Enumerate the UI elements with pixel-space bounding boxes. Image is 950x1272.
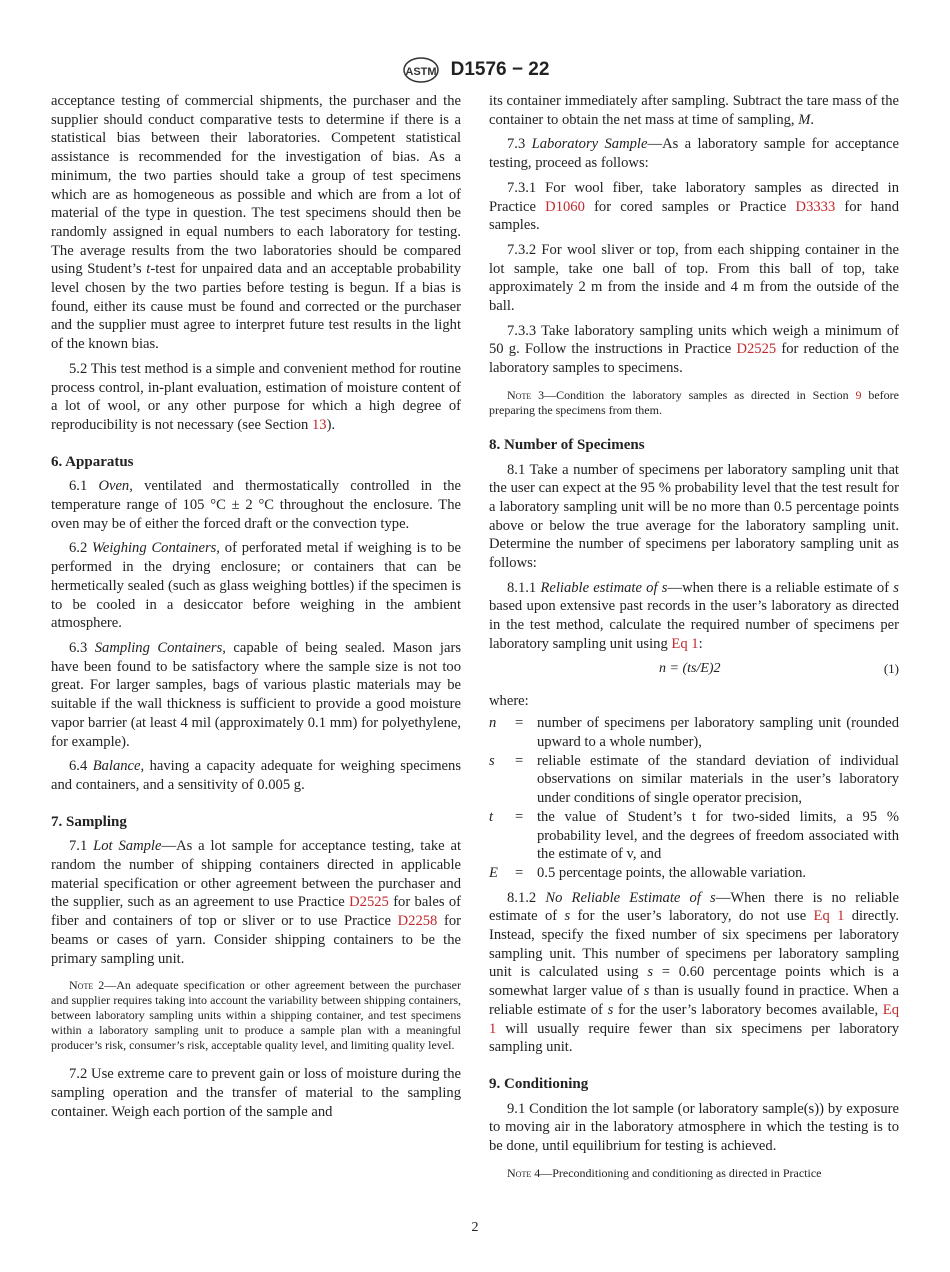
cross-reference-link[interactable]: Eq 1 <box>489 1001 899 1037</box>
left-column <box>51 92 461 1127</box>
equation-number: (1) <box>883 660 899 676</box>
paragraph <box>51 757 461 794</box>
text-run: for cored samples or Practice <box>584 198 796 215</box>
variable-definitions <box>489 714 899 882</box>
italic-text: Oven, <box>98 478 133 495</box>
text-run: 2—An adequate specification or other agreement between the purchaser and supplier requires taking into account the variability between shipping containers, between laboratory sampling units within a shipping container, and test specimens within a laboratory sampling unit to produce a sample plan with a meaningful producer’s risk, consumer’s risk, acceptable quality level, and limiting quality level. <box>51 978 461 1053</box>
text-run: ). <box>326 416 336 433</box>
text-run: capable of being sealed. Mason jars have been found to be satisfactory where the sample size is not too great. For larger samples, bags of various plastic materials may be suitable if the wall thickness is sufficient to provide a good moisture vapor barrier (at least 4 mil (approximately 0.1 mm) for polyethylene, for example). <box>51 639 461 750</box>
paragraph <box>51 639 461 751</box>
equation-formula: n = (ts/E)2 <box>659 660 721 676</box>
section-heading: 8. Number of Specimens <box>489 436 645 453</box>
paragraph <box>489 461 899 573</box>
note <box>51 978 461 1053</box>
paragraph <box>489 135 899 172</box>
text-run: . <box>810 111 815 128</box>
paragraph <box>489 322 899 378</box>
text-run: 9.1 Condition the lot sample (or laboratory sample(s)) by exposure to moving air in the laboratory atmosphere in which the testing is to be done, until equilibrium for testing is achieved. <box>489 1100 899 1155</box>
paragraph <box>489 179 899 235</box>
equals-sign: = <box>515 715 524 732</box>
note <box>489 388 899 418</box>
paragraph <box>489 1100 899 1156</box>
text-run: 4—Preconditioning and conditioning as directed in Practice <box>531 1165 822 1180</box>
text-run: for reduction of the laboratory samples to specimens. <box>489 341 899 377</box>
definition-row <box>489 808 899 864</box>
cross-reference-link[interactable]: 9 <box>855 387 862 402</box>
text-run: 7.3.1 For wool fiber, take laboratory samples as directed in Practice <box>489 179 899 215</box>
cross-reference-link[interactable]: D1060 <box>545 198 585 215</box>
cross-reference-link[interactable]: D2525 <box>736 341 777 358</box>
definition-row <box>489 752 899 808</box>
note-label: Note <box>69 978 94 993</box>
text-run: for hand samples. <box>489 198 899 234</box>
italic-text: s <box>893 579 899 596</box>
paragraph <box>51 360 461 435</box>
text-run: before preparing the specimens from them. <box>489 387 899 417</box>
cross-reference-link[interactable]: D2525 <box>349 894 389 911</box>
paragraph <box>51 1065 461 1121</box>
text-run: -test for unpaired data and an acceptable probability level chosen by the two parties before testing is begun. If a bias is found, either its cause must be found and corrected or the purchaser and the supplier must agree to interpret future test results in the light of the known bias. <box>51 261 462 353</box>
text-run: —As a laboratory sample for acceptance testing, proceed as follows: <box>489 136 899 172</box>
text-run: 7.1 <box>69 838 94 855</box>
cross-reference-link[interactable]: Eq 1 <box>813 908 845 925</box>
svg-text:ASTM: ASTM <box>405 66 437 78</box>
note-label: Note <box>507 1165 532 1180</box>
equation <box>489 660 899 682</box>
astm-logo-icon <box>401 56 441 84</box>
text-run: = 0.60 percentage points which is a somewhat larger value of <box>489 964 899 1000</box>
document-designation: D1576 − 22 <box>450 59 550 80</box>
text-run: directly. Instead, specify the fixed number of six specimens per laboratory sampling unit. This number of specimens per laboratory sampling unit is calculated using <box>489 908 899 981</box>
right-column <box>489 92 899 1193</box>
cross-reference-link[interactable]: 13 <box>312 416 327 433</box>
text-run: its container immediately after sampling. Subtract the tare mass of the container to obtain the net mass at time of sampling, <box>489 93 899 128</box>
note <box>489 1166 899 1181</box>
text-run: 3—Condition the laboratory samples as directed in Section <box>531 387 856 402</box>
definition-symbol: t <box>489 808 494 825</box>
text-run: 8.1.1 <box>507 579 541 596</box>
cross-reference-link[interactable]: D3333 <box>795 198 836 215</box>
section-heading: 7. Sampling <box>51 813 127 830</box>
italic-text: Weighing Containers, <box>92 540 220 557</box>
paragraph <box>489 241 899 316</box>
paragraph <box>489 579 899 654</box>
text-run: having a capacity adequate for weighing specimens and containers, and a sensitivity of 0.005 g. <box>51 758 462 793</box>
paragraph <box>51 539 461 633</box>
text-run: —As a lot sample for acceptance testing, take at random the number of shipping containers directed in applicable material specification or other agreement between the purchaser and the supplier, such as an agreement to use Practice <box>51 838 462 911</box>
definition-row <box>489 864 899 883</box>
text-run: based upon extensive past records in the user’s laboratory as directed in the test method, calculate the required number of specimens per laboratory sampling unit using <box>489 598 899 652</box>
definition-text: the value of Student’s t for two-sided limits, a 95 % probability level, and the degrees of freedom associated with the estimate of v, and <box>537 808 899 863</box>
equals-sign: = <box>515 808 524 825</box>
text-run: 6.4 <box>69 758 93 775</box>
text-run: 6.2 <box>69 540 93 557</box>
text-run: for beams or cases of yarn. Consider shipping containers to be the primary sampling unit. <box>51 913 461 967</box>
text-run: 5.2 This test method is a simple and convenient method for routine process control, in-plant evaluation, estimation of moisture content of a lot of wool, or any other purpose for which a high degree of reproducibility is not necessary (see Section <box>51 360 461 433</box>
where-label: where: <box>489 692 529 709</box>
text-run: for bales of fiber and containers of top or sliver or to use Practice <box>51 894 462 930</box>
paragraph <box>51 837 461 968</box>
definition-text: 0.5 percentage points, the allowable variation. <box>537 864 807 881</box>
italic-text: Lot Sample <box>93 838 162 855</box>
italic-text: Balance, <box>92 758 145 775</box>
definition-symbol: n <box>489 715 497 732</box>
definition-symbol: E <box>489 864 498 881</box>
text-run: 7.3 <box>507 136 532 153</box>
italic-text: M <box>798 111 811 128</box>
italic-text: s <box>643 983 650 1000</box>
text-run: of perforated metal if weighing is to be performed in the drying enclosure; or containers that can be hermetically sealed (such as glass weighing bottles) if the specimen is to be cooled in a desiccator before weighing in the ambient atmosphere. <box>51 540 461 632</box>
paragraph <box>489 889 899 1057</box>
text-run: 6.3 <box>69 639 95 656</box>
text-run: 7.3.2 For wool sliver or top, from each shipping container in the lot sample, take one ball of top. From this ball of top, take approximately 2 m from the inside and 4 m from the outside of the ball. <box>489 241 899 315</box>
italic-text: s <box>564 908 571 925</box>
equals-sign: = <box>515 752 524 769</box>
definition-row <box>489 714 899 751</box>
section-heading: 9. Conditioning <box>489 1075 589 1092</box>
definition-text: reliable estimate of the standard deviation of individual observations on similar materials in the user’s laboratory under conditions of single operator precision, <box>537 752 899 807</box>
italic-text: s <box>607 1001 614 1018</box>
definition-text: number of specimens per laboratory sampling unit (rounded upward to a whole number), <box>537 715 899 750</box>
text-run: —when there is a reliable estimate of <box>667 579 894 596</box>
italic-text: s <box>647 964 654 981</box>
paragraph <box>51 477 461 533</box>
paragraph <box>489 92 899 129</box>
text-run: ventilated and thermostatically controlled in the temperature range of 105 °C ± 2 °C throughout the enclosure. The oven may be of either the forced draft or the convection type. <box>51 478 461 532</box>
cross-reference-link[interactable]: D2258 <box>397 913 438 930</box>
italic-text: t <box>146 261 151 278</box>
paragraph <box>51 92 461 354</box>
italic-text: Sampling Containers, <box>94 639 226 656</box>
text-run: for the user’s laboratory becomes available, <box>613 1001 883 1018</box>
text-run: 8.1.2 <box>507 889 546 906</box>
text-run: acceptance testing of commercial shipments, the purchaser and the supplier should conduct comparative tests to determine if there is a statistical bias between their laboratories. Competent statistical assistance is recommended for the investigation of bias. As a minimum, the two parties should take a group of test specimens which are as homogeneous as possible and which are from a lot of material of the type in question. The test specimens should then be randomly assigned in equal numbers to each laboratory for testing. The average results from the two laboratories should be compared using Student’s <box>51 93 461 278</box>
text-run: 7.2 Use extreme care to prevent gain or loss of moisture during the sampling operation and the transfer of material to the sampling container. Weigh each portion of the sample and <box>51 1066 461 1120</box>
definition-symbol: s <box>489 752 495 769</box>
italic-text: Laboratory Sample <box>531 136 648 153</box>
note-label: Note <box>507 387 532 402</box>
page-header <box>0 56 950 84</box>
text-run: will usually require fewer than six specimens per laboratory sampling unit. <box>489 1020 899 1056</box>
equals-sign: = <box>515 864 524 881</box>
text-run: : <box>698 635 703 652</box>
italic-text: No Reliable Estimate of s <box>545 889 716 906</box>
italic-text: Reliable estimate of s <box>540 579 668 596</box>
page-number: 2 <box>471 1220 479 1235</box>
text-run: 8.1 Take a number of specimens per laboratory sampling unit that the user can expect at the 95 % probability level that the test result for a laboratory sampling unit will be no more than 0.5 percentage points above or below the true average for the laboratory sampling unit. Determine the number of specimens per laboratory sampling unit as follows: <box>489 461 899 572</box>
text-run: —When there is no reliable estimate of <box>489 889 900 925</box>
text-run: 6.1 <box>69 478 99 495</box>
text-run: than is usually found in practice. When a reliable estimate of <box>489 983 899 1018</box>
text-run: 7.3.3 Take laboratory sampling units which weigh a minimum of 50 g. Follow the instructions in Practice <box>489 322 899 358</box>
section-heading: 6. Apparatus <box>51 453 134 470</box>
cross-reference-link[interactable]: Eq 1 <box>671 635 699 652</box>
text-run: for the user’s laboratory, do not use <box>570 908 814 925</box>
